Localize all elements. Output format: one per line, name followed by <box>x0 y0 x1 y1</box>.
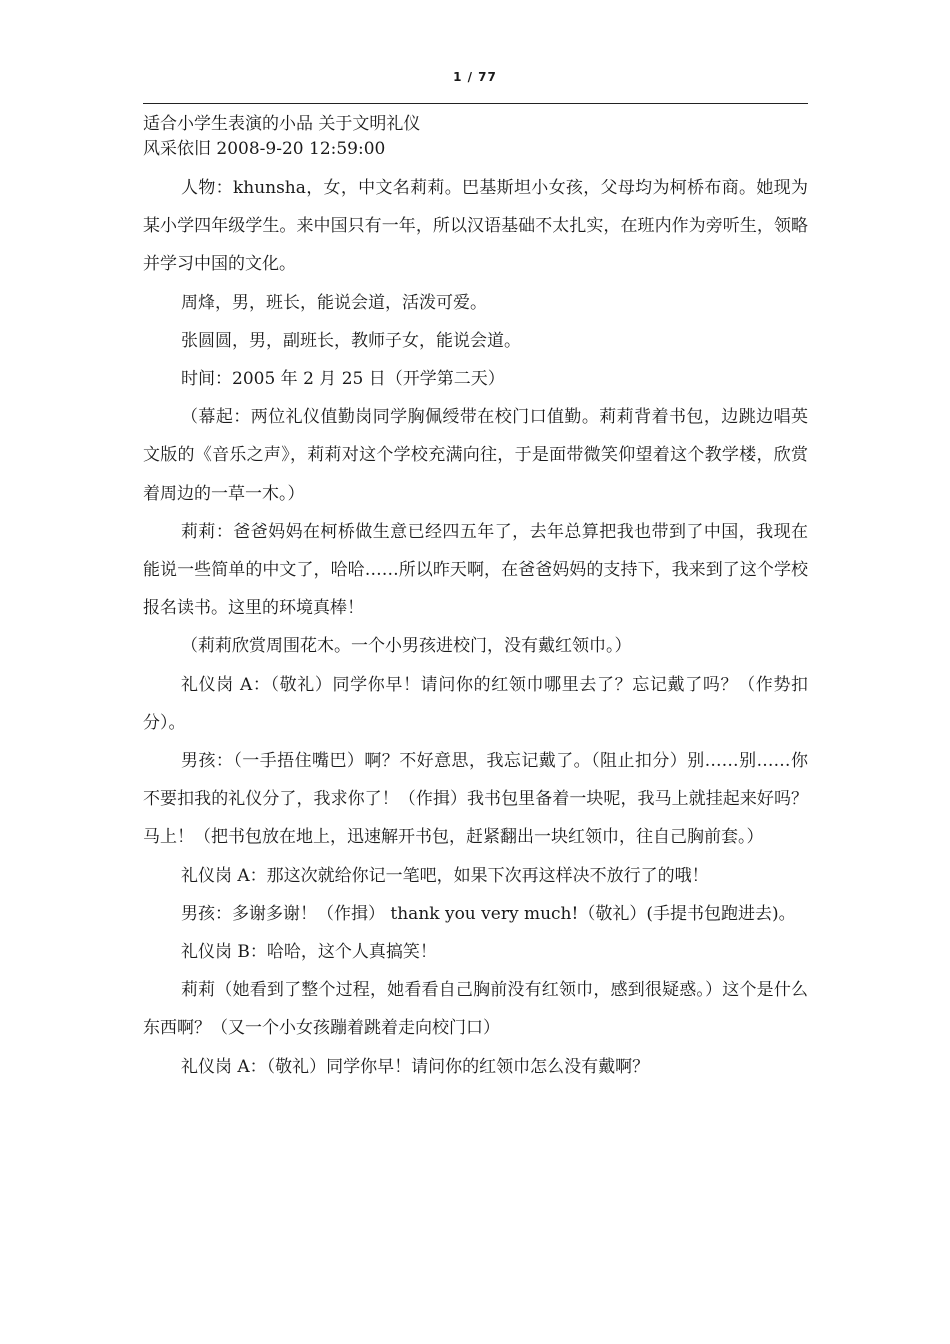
paragraph-dialogue: 礼仪岗 A：（敬礼）同学你早！请问你的红领巾哪里去了？忘记戴了吗？（作势扣分）。 <box>143 674 808 733</box>
paragraph-characters-zhoufeng: 周烽，男，班长，能说会道，活泼可爱。 <box>181 292 487 313</box>
paragraph-dialogue: 莉莉：爸爸妈妈在柯桥做生意已经四五年了，去年总算把我也带到了中国，我现在能说一些简单的中文了，哈哈……所以昨天啊，在爸爸妈妈的支持下，我来到了这个学校报名读书。这里的环境真棒！ <box>143 521 808 619</box>
document-body <box>143 112 808 1086</box>
paragraph-characters-lili: 人物：khunsha，女，中文名莉莉。巴基斯坦小女孩，父母均为柯桥布商。她现为某小学四年级学生。来中国只有一年，所以汉语基础不太扎实，在班内作为旁听生，领略并学习中国的文化。 <box>143 178 808 275</box>
paragraph-dialogue: 礼仪岗 A：（敬礼）同学你早！请问你的红领巾怎么没有戴啊？ <box>181 1056 650 1077</box>
paragraph-dialogue: 礼仪岗 B：哈哈，这个人真搞笑！ <box>181 942 437 963</box>
paragraph-dialogue: 男孩：（一手捂住嘴巴）啊？不好意思，我忘记戴了。（阻止扣分）别……别……你不要扣我的礼仪分了，我求你了！（作揖）我书包里备着一块呢，我马上就挂起来好吗？马上！（把书包放在地上，迅速解开书包，赶紧翻出一块红领巾，往自己胸前套。） <box>143 751 808 848</box>
paragraph-stage-direction: （莉莉欣赏周围花木。一个小男孩进校门，没有戴红领巾。） <box>181 636 632 657</box>
paragraph-dialogue: 莉莉（她看到了整个过程，她看看自己胸前没有红领巾，感到很疑惑。）这个是什么东西啊？（又一个小女孩蹦着跳着走向校门口） <box>143 980 808 1039</box>
paragraph-time: 时间：2005 年 2 月 25 日（开学第二天） <box>181 369 505 390</box>
document-title: 适合小学生表演的小品 关于文明礼仪 <box>143 114 421 134</box>
paragraph-dialogue: 男孩：多谢多谢！（作揖） thank you very much!（敬礼）(手提书包跑进去)。 <box>181 903 796 924</box>
page-number: 1 / 77 <box>453 70 497 84</box>
paragraph-dialogue: 礼仪岗 A：那这次就给你记一笔吧，如果下次再这样决不放行了的哦！ <box>181 865 709 886</box>
paragraph-characters-zhangyuanyuan: 张圆圆，男，副班长，教师子女，能说会道。 <box>181 330 521 351</box>
author-date-line: 风采依旧 2008-9-20 12:59:00 <box>143 139 386 159</box>
header-divider <box>143 103 808 104</box>
paragraph-stage-direction: （幕起：两位礼仪值勤岗同学胸佩绶带在校门口值勤。莉莉背着书包，边跳边唱英文版的《音乐之声》，莉莉对这个学校充满向往，于是面带微笑仰望着这个教学楼，欣赏着周边的一草一木。） <box>143 407 808 504</box>
script-text <box>143 169 808 1086</box>
